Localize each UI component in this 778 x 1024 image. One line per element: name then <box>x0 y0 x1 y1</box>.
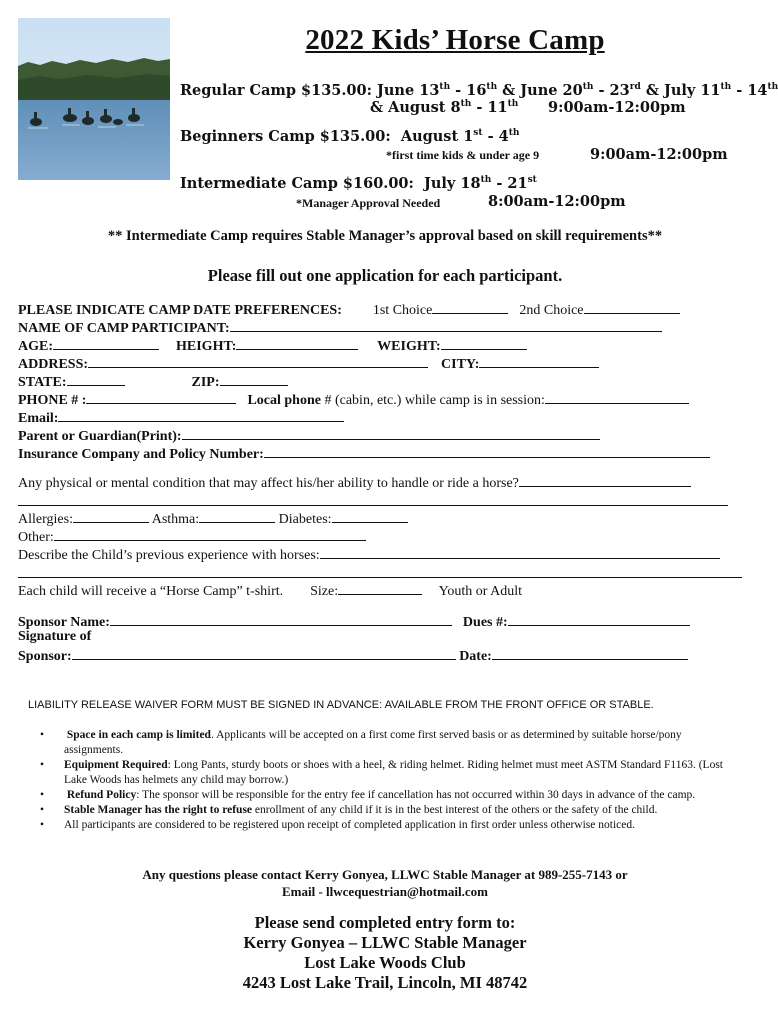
weight-label: WEIGHT: <box>377 339 441 354</box>
health-row <box>18 509 408 528</box>
age-field[interactable] <box>53 336 159 350</box>
beginners-note: *first time kids & under age 9 <box>386 148 540 162</box>
phone-field[interactable] <box>86 390 236 404</box>
regular-camp-dates-2: & August 8th - 11th <box>370 99 519 116</box>
youth-adult-label: Youth or Adult <box>438 584 522 599</box>
rule-bold: Stable Manager has the right to refuse <box>64 804 253 816</box>
date-field[interactable] <box>492 646 688 660</box>
rule-bold: Equipment Required <box>64 759 168 771</box>
signature-of-label: Signature of <box>18 629 92 644</box>
rule-item <box>40 728 730 758</box>
email-field[interactable] <box>58 408 344 422</box>
rules-list <box>40 728 730 833</box>
intermediate-time: 8:00am-12:00pm <box>488 193 626 210</box>
height-field[interactable] <box>236 336 358 350</box>
zip-label: ZIP: <box>191 375 220 390</box>
address-label: ADDRESS: <box>18 357 89 372</box>
send-heading: Please send completed entry form to: <box>254 913 516 932</box>
instruction-heading: Please fill out one application for each participant. <box>207 266 563 285</box>
dues-field[interactable] <box>508 612 690 626</box>
guardian-row <box>18 426 600 445</box>
size-field[interactable] <box>338 581 422 595</box>
phone-row <box>18 390 689 409</box>
send-line-2: Lost Lake Woods Club <box>304 953 466 972</box>
page-title: 2022 Kids’ Horse Camp <box>305 24 605 56</box>
condition-field-line-2[interactable] <box>18 505 728 506</box>
rule-text: . Applicants will be accepted on a first come first served basis or as determined by suitable horse/pony assignments. <box>64 729 682 756</box>
sponsor-name-label: Sponsor Name: <box>18 615 110 630</box>
other-field[interactable] <box>54 527 366 541</box>
intermediate-note: *Manager Approval Needed <box>296 196 441 210</box>
address-row <box>18 354 599 373</box>
rule-item <box>40 818 730 833</box>
allergies-label: Allergies: <box>18 512 73 527</box>
zip-field[interactable] <box>220 372 288 386</box>
waiver-notice: LIABILITY RELEASE WAIVER FORM MUST BE SIGNED IN ADVANCE: AVAILABLE FROM THE FRONT OFFICE OR STABLE. <box>28 699 654 711</box>
date-prefs-row <box>18 300 680 319</box>
city-label: CITY: <box>441 357 480 372</box>
age-height-weight-row <box>18 336 527 355</box>
experience-label: Describe the Child’s previous experience with horses: <box>18 548 320 563</box>
insurance-row <box>18 444 710 463</box>
city-field[interactable] <box>479 354 599 368</box>
beginners-camp-dates: August 1st - 4th <box>395 128 520 145</box>
tshirt-row <box>18 581 522 600</box>
sponsor-label: Sponsor: <box>18 649 72 664</box>
state-zip-row <box>18 372 288 391</box>
diabetes-label: Diabetes: <box>278 512 332 527</box>
condition-field[interactable] <box>519 473 691 487</box>
state-label: STATE: <box>18 375 67 390</box>
condition-label: Any physical or mental condition that may affect his/her ability to handle or ride a horse? <box>18 476 519 491</box>
participant-field[interactable] <box>230 318 662 332</box>
email-label: Email: <box>18 411 59 426</box>
other-row <box>18 527 366 546</box>
dues-label: Dues #: <box>462 615 508 630</box>
rule-item <box>40 788 730 803</box>
contact-line-2: Email - llwcequestrian@hotmail.com <box>282 884 488 899</box>
insurance-field[interactable] <box>264 444 710 458</box>
regular-camp-time: 9:00am-12:00pm <box>548 99 686 116</box>
asthma-field[interactable] <box>199 509 275 523</box>
condition-row <box>18 473 691 492</box>
regular-camp-label: Regular Camp $135.00: <box>180 82 372 99</box>
participant-row <box>18 318 662 337</box>
asthma-label: Asthma: <box>151 512 200 527</box>
local-phone-label: Local phone <box>247 393 321 408</box>
send-line-3: 4243 Lost Lake Trail, Lincoln, MI 48742 <box>242 973 528 992</box>
email-row <box>18 408 344 427</box>
age-label: AGE: <box>18 339 53 354</box>
size-label: Size: <box>310 584 339 599</box>
participant-label: NAME OF CAMP PARTICIPANT: <box>18 321 230 336</box>
other-label: Other: <box>18 530 54 545</box>
sponsor-signature-row <box>18 646 688 665</box>
rule-text: : Long Pants, sturdy boots or shoes with a heel, & riding helmet. Riding helmet must meet ASTM Standard F1163. (Lost Lake Woods has helmets any child may borrow.) <box>64 759 724 786</box>
rule-item <box>40 758 730 788</box>
tshirt-label: Each child will receive a “Horse Camp” t-shirt. <box>18 584 284 599</box>
experience-field-line-2[interactable] <box>18 577 742 578</box>
local-phone-field[interactable] <box>545 390 689 404</box>
allergies-field[interactable] <box>73 509 149 523</box>
experience-row <box>18 545 720 564</box>
intermediate-camp <box>180 175 537 192</box>
rule-item <box>40 803 730 818</box>
rule-bold: Refund Policy <box>66 789 137 801</box>
date-label: Date: <box>459 649 492 664</box>
beginners-camp <box>180 128 519 145</box>
date-prefs-label: PLEASE INDICATE CAMP DATE PREFERENCES: <box>18 303 342 318</box>
regular-camp-dates: June 13th - 16th & June 20th - 23rd & July 11th - 14th <box>377 82 778 99</box>
intermediate-camp-label: Intermediate Camp $160.00: <box>180 175 414 192</box>
guardian-label: Parent or Guardian(Print): <box>18 429 182 444</box>
riders-in-water-photo-icon <box>18 18 170 180</box>
first-choice-label: 1st Choice <box>372 303 433 318</box>
phone-label: PHONE # : <box>18 393 87 408</box>
first-choice-field[interactable] <box>432 300 508 314</box>
second-choice-label: 2nd Choice <box>519 303 584 318</box>
beginners-time: 9:00am-12:00pm <box>590 146 728 163</box>
contact-line-1: Any questions please contact Kerry Gonyea, LLWC Stable Manager at 989-255-7143 or <box>142 867 628 882</box>
height-label: HEIGHT: <box>176 339 237 354</box>
experience-field[interactable] <box>320 545 720 559</box>
insurance-label: Insurance Company and Policy Number: <box>18 447 264 462</box>
beginners-camp-label: Beginners Camp $135.00: <box>180 128 391 145</box>
second-choice-field[interactable] <box>584 300 680 314</box>
state-field[interactable] <box>67 372 125 386</box>
rule-text: All participants are considered to be registered upon receipt of completed application in first order unless otherwise noticed. <box>64 819 635 831</box>
weight-field[interactable] <box>441 336 527 350</box>
rule-text: : The sponsor will be responsible for the entry fee if cancellation has not occurred within 30 days in advance of the camp. <box>136 789 696 801</box>
sponsor-name-field[interactable] <box>110 612 452 626</box>
sponsor-signature-field[interactable] <box>72 646 456 660</box>
sponsor-name-row <box>18 612 690 631</box>
rule-text: enrollment of any child if it is in the best interest of the others or the safety of the child. <box>252 804 658 816</box>
intermediate-notice: ** Intermediate Camp requires Stable Manager’s approval based on skill requirements** <box>107 228 663 244</box>
rule-bold: Space in each camp is limited <box>66 729 211 741</box>
regular-camp <box>180 82 778 99</box>
diabetes-field[interactable] <box>332 509 408 523</box>
send-line-1: Kerry Gonyea – LLWC Stable Manager <box>243 933 527 952</box>
local-phone-desc: # (cabin, etc.) while camp is in session: <box>324 393 545 408</box>
intermediate-camp-dates: July 18th - 21st <box>418 175 537 192</box>
guardian-field[interactable] <box>182 426 600 440</box>
address-field[interactable] <box>88 354 428 368</box>
camp-photo <box>18 18 170 180</box>
